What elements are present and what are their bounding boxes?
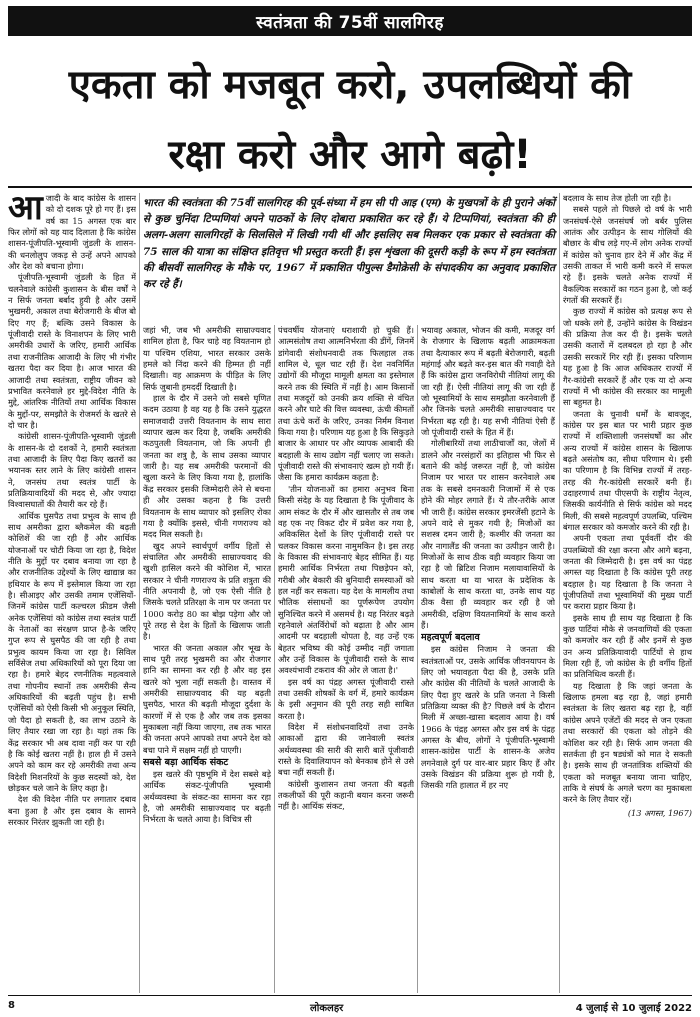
paragraph: पंचवर्षीय योजनाएं धराशायी हो चुकी हैं। आत्मसंतोष तथा आत्मनिर्भरता की डींगें, जिनमें डांगेवादी संशोधनवादी तक फिलहाल तक शामिल थे, धूल चाट रही हैं। देश नवनिर्मित उद्योगों की मौजूदा मामूली क्षमता का इस्तेमाल करने तक की स्थिति में नहीं है। आम किसानों तथा मजदूरों को उनकी क्रय शक्ति से वंचित करने और घाटे की वित्त व्यवस्था, ऊंची कीमतों तथा ऊंचे करों के जरिए, उनका निर्मम विनाश किया गया है। परिणाम यह हुआ है कि सिकुड़ते बाजार के आधार पर और व्यापक आबादी की बदहाली के साथ उद्योग नहीं चलाए जा सकते। पूंजीवादी रास्ते की संभावनाएं खत्म हो गयी हैं। जैसा कि हमारा कार्यक्रम कहता है: — [278, 325, 414, 483]
paragraph: खुद अपने स्वार्थपूर्ण वर्गीय हितों से संचालित और अमरीकी साम्राज्यवाद की खुशी हासिल करने की कोशिश में, भारत सरकार ने चीनी गणराज्य के प्रति शत्रुता की नीति अपनायी है, जो एक ऐसी नीति है जिसके चलते प्रतिरक्षा के नाम पर जनता पर 1000 करोड़ 80 का बोझ पड़ेगा और जो पूरे तरह से देश के हितों के खिलाफ जाती है। — [143, 540, 271, 642]
paragraph: विदेश में संशोधनवादियों तथा उनके आकाओं द्वारा की जानेवाली स्वतंत्र अर्थव्यवस्था की सारी की सारी बातें पूंजीवादी रास्ते के दिवालियापन को बेनकाब होने से उसे बचा नहीं सकती हैं। — [278, 722, 414, 778]
paragraph: हाल के दौर में उसने जो सबसे घृणित कदम उठाया है वह यह है कि उसने युद्धरत समाजवादी उत्तरी वियतनाम के साथ सारा व्यापार खत्म कर दिया है, जबकि अमरीकी कठपुतली वियतनाम, जो कि अपनी ही जनता का शत्रु है, के साथ उसका व्यापार जारी है। यह सब अमरीकी फरमानों की खुला करने के लिए किया गया है, हालांकि केंद्र सरकार इसकी जिम्मेदारी लेने से बचना ही और उसका कहना है कि उत्तरी वियतनाम के साथ व्यापार को इसलिए रोका गया है क्योंकि इससे, चीनी गणराज्य को मदद मिल सकती है। — [143, 393, 271, 540]
paragraph: इसके साथ ही साथ यह दिखाता है कि कुछ पार्टियां मौके से जनवाणियों की एकता को कमजोर कर रही हैं और इनमें से कुछ उन अन्य प्रतिक्रियावादी पार्टियों से हाथ मिला रही हैं, जो कांग्रेस के ही वर्गीय हितों का प्रतिनिधित्व करती हैं। — [563, 612, 692, 680]
section-banner: स्वतंत्रता की 75वीं सालगिरह — [8, 6, 692, 36]
paragraph: कांग्रेसी कुशासन तथा जनता की बढ़ती तकलीफों की पूरी कहानी बयान करना जरूरी नहीं है। आर्थिक संकट, — [278, 778, 414, 812]
column-5 — [563, 193, 692, 993]
issue-date: 4 जुलाई से 10 जुलाई 2022 — [575, 1003, 692, 1014]
paragraph: आर्थिक घुसपैठ तथा प्रभुत्व के साथ ही साथ अमरीका द्वारा ब्लैकमेल की बढ़ती कोशिशें की जा रही हैं और आर्थिक योजनाओं पर चोटी किया जा रहा है, विदेश नीति के मुद्दों पर दबाव बनाया जा रहा है और राजनीतिक उद्देश्यों के लिए खाद्यान्न का हथियार के रूप में इस्तेमाल किया जा रहा है। सीआइए और उसकी तमाम एजेंसियों-जिनमें कांग्रेस पार्टी कल्चरल फ्रीडम जैसी अनेक एजेंसियां को कांग्रेस तथा स्वतंत्र पार्टी के नेताओं का संरक्षण प्राप्त है-के जरिए गुप्त रूप से घुसपैठ की जा रही है तथा प्रभुत्व कायम किया जा रहा है। सिविल सर्विसेज तथा अधिकारियों को पूरा दिया जा रहा है। हमारे बेहद रणनीतिक महत्ववाले तथा गोपनीय स्थानों तक अमरीकी सैन्य अधिकारियों की बढ़ती पहुंच है। सभी एजेंसियों को ऐसी किसी भी अनुकूल स्थिति, जो पैदा हो सकती है, का लाभ उठाने के लिए तैयार रखा जा रहा है। यहां तक कि केंद्र सरकार भी अब दावा नहीं कर पा रही है कि कोई खतरा नहीं है। हाल ही में उसने अपने को काम कर रहे अमरीकी तथा अन्य विदेशी मिशनरियों के कुछ सदस्यों को, देश छोड़कर चले जाने के लिए कहा है। — [8, 510, 136, 793]
paragraph: इस वर्ष का पंद्रह अगस्त पूंजीवादी रास्ते तथा उसकी शोषकों के वर्ग में, हमारे कार्यक्रम के इसी अनुमान की पूरी तरह सही साबित करता है। — [278, 676, 414, 721]
paragraph: इस कांग्रेस निजाम ने जनता की स्वतंत्रताओं पर, उसके आर्थिक जीवनयापन के लिए जो भयावहता पैदा की है, उसके प्रति और कांग्रेस की नीतियों के चलते आजादी के लिए पैदा हुए खतरे के प्रति जनता ने किसी प्रतिक्रिया व्यक्त की है? पिछले वर्ष के दौरान मिली में अच्छा-खासा बदलाव आया है। वर्ष 1966 के पंद्रह अगस्त और इस वर्ष के पंद्रह अगस्त के बीच, लोगों ने पूंजीपति-भूस्वामी शासन-कांग्रेस पार्टी के शासन-के अजेय लगनेवाले दुर्ग पर वार-बार प्रहार किए हैं और उसके विखंडन की प्रक्रिया शुरू हो गयी है, जिसकी गति हालात में हर नए — [421, 644, 555, 791]
column-4 — [421, 325, 555, 993]
paragraph: इस खतरे की पृष्ठभूमि में देश सबसे बड़े आर्थिक संकट-पूंजीपति भूस्वामी अर्थव्यवस्था के संकट-का सामना कर रहा है, जो अमरीकी साम्राज्यवाद पर बढ़ती निर्भरता के चलते आया है। विचित्र सी — [143, 769, 271, 825]
editorial-intro: भारत की स्वतंत्रता की 75वीं सालगिरह की पूर्व-संध्या में हम सी पी आइ (एम) के मुखपत्रों के ही पुराने अंकों से कुछ चुनिंदा टिप्पणियां अपने पाठकों के लिए दोबारा प्रकाशित कर रहे हैं। ये टिप्पणियां, स्वतंत्रता की ही अलग-अलग सालगिरहों के सिलसिले में लिखी गयी थीं और इसलिए सब मिलकर एक प्रकार से स्वतंत्रता की 75 साल की यात्रा का संक्षिप्त इतिवृत्त भी प्रस्तुत करती हैं। इस शृंखला की दूसरी कड़ी के रूप में हम स्वतंत्रता की बीसवीं सालगिरह के मौके पर, 1967 में प्रकाशित पीपुल्स डैमोक्रेसी के संपादकीय का अनुवाद प्रकाशित कर रहे हैं। — [143, 197, 555, 291]
paragraph: कांग्रेसी शासन-पूंजीपति-भूस्वामी जुंडली के शासन-के दो दशकों ने, हमारी स्वतंत्रता तथा आजादी के लिए पैदा किए खतरों का भयानक स्तर लाने के लिए कांग्रेसी शासन ने, जनसंघ तथा स्वतंत्र पार्टी के प्रतिक्रियावादियों की मदद से, और ज्यादा विश्वासघातों की तैयारी कर रहे हैं। — [8, 431, 136, 510]
paragraph: पूंजीपति-भूस्वामी जुंडली के हित में चलनेवाले कांग्रेसी कुशासन के बीस वर्षों ने न सिर्फ जनता बर्बाद हुयी है और उसमें भुखमरी, अकाल तथा बेरोजगारी के बीज बो दिए गए हैं; बल्कि उसने विकास के पूंजीवादी रास्ते के विनाशपन के लिए भारी अमरीकी उधारों के जरिए, हमारी आर्थिक तथा राजनीतिक आजादी के लिए भी गंभीर खतरा पैदा कर दिया है। आज भारत की आजादी तथा स्वतंत्रता, राष्ट्रीय जीवन को प्रभावित करनेवाले हर मुद्दे-विदेश नीति के मुद्दे, आंतरिक नीतियों तथा आर्थिक विकास के मुद्दों-पर, समझौते के रोजमर्रा के खतरे से दो चार है। — [8, 272, 136, 430]
subheading: सबसे बड़ा आर्थिक संकट — [143, 757, 229, 769]
page-number: 8 — [8, 1000, 15, 1011]
column-divider — [417, 325, 418, 993]
paragraph: जनता के चुनावी धर्मों के बावजूद, कांग्रेस पर इस बात पर भारी प्रहार कुछ राज्यों में शक्तिशाली जनसंघर्षों का और अन्य राज्यों में कांग्रेस शासन के खिलाफ बढ़ते असंतोष का, सीधा परिणाम थे। इसी का परिणाम है कि विभिन्न राज्यों में तरह-तरह की गैर-कांग्रेसी सरकारें बनी हैं। उदाहरणार्थ तथा पीएसपी के राष्ट्रीय नेतृत्व, जिसकी कार्यनीति से सिर्फ कांग्रेस को मदद मिली, की सबसे महत्वपूर्ण उपलब्धि, पश्चिम बंगाल सरकार को कमजोर करने की रही है। — [563, 408, 692, 532]
headline-line-1: एकता को मजबूत करो, उपलब्धियों की — [68, 62, 632, 108]
date-signature: (13 अगस्त, 1967) — [627, 807, 692, 818]
footer-rule — [8, 995, 692, 996]
paragraph: 'तीन योजनाओं का हमारा अनुभव बिना किसी संदेह के यह दिखाता है कि पूंजीवाद के आम संकट के दौर में और खासतौर से तब जब वह एक नए विकट दौर में प्रवेश कर गया है, अविकसित देशों के लिए पूंजीवादी रास्ते पर चलकर विकास करना नामुमकिन है। इस तरह के विकास की संभावनाएं बेहद सीमित हैं। यह हमारी आर्थिक निर्भरता तथा पिछड़ेपन को, गरीबी और बेकारी की बुनियादी समस्याओं को हल नहीं कर सकता। यह देश के मामलीय तथा भौतिक संसाधनों का पूर्णरूपेण उपयोग सुनिश्चित करने में असमर्थ है। यह निरंतर बढ़ते रहनेवाले अंतर्विरोधों को बढ़ाता है और आम आदमी पर बदहाली थोपता है, वह उन्हें एक बेहतर भविष्य की कोई उम्मीद नहीं जगाता और उन्हें विकास के पूंजीवादी रास्ते के साथ अवश्यंभावी टकराव की ओर ले जाता है।' — [278, 483, 414, 676]
column-3 — [278, 325, 414, 993]
paragraph: जहां भी, जब भी अमरीकी साम्राज्यवाद शामिल होता है, फिर चाहे वह वियतनाम हो या पश्चिम एशिया, भारत सरकार उसके हमले को निंदा करने की हिम्मत ही नहीं दिखाती। वह आक्रमण के पीड़ित के लिए सिर्फ जुबानी हमदर्दी दिखाती है। — [143, 325, 271, 392]
lead-paragraph: आजादी के बाद कांग्रेस के शासन को दो दशक पूरे हो गए हैं। इस वर्ष का 15 अगस्त एक बार फिर लोगों को यह याद दिलाता है कि कांग्रेस शासन-पूंजीपति-भूस्वामी जुंडली के शासन-की धनलोलुप जकड़ से उन्हें अपने आपको और देश को बचाना होगा। — [8, 193, 136, 272]
subheading: महत्वपूर्ण बदलाव — [421, 632, 480, 644]
drop-cap: आ — [8, 193, 43, 228]
column-divider — [274, 325, 275, 993]
paragraph: अपनी एकता तथा पूर्ववर्ती दौर की उपलब्धियों की रक्षा करना और आगे बढ़ना, जनता की जिम्मेदारी है। इस वर्ष का पंद्रह अगस्त यह दिखाता है कि कांग्रेस पूरी तरह बदहाल है। यह दिखाता है कि जनता ने पूंजीपतियों तथा भूस्वामियों की मुख्य पार्टी पर करारा प्रहार किया है। — [563, 533, 692, 612]
column-divider — [559, 193, 560, 993]
paragraph: भयावह अकाल, भोजन की कमी, मजदूर वर्ग के रोजगार के खिलाफ बढ़ती आक्रामकता तथा दैत्याकार रूप में बढ़ती बेरोजगारी, बढ़ती महंगाई और बढ़ते कर-इस बात की गवाही देते हैं कि कांग्रेस द्वारा जनविरोधी नीतियां लागू की जा रही हैं। ऐसी नीतियां लागू की जा रही हैं जो भूस्वामियों के साथ समझौता करनेवाली हैं और जिनके चलते अमरीकी साम्राज्यवाद पर निर्भरता बढ़ रही है। यह सभी नीतियां ऐसी हैं जो पूंजीवादी रास्ते के हित में हैं। — [421, 325, 555, 438]
paragraph: बदलाव के साथ तेज होती जा रही है। — [563, 193, 672, 203]
paragraph: देश की विदेश नीति पर लगातार दबाव बना हुआ है और इस दबाव के सामने सरकार निरंतर झुकती जा रही है। — [8, 794, 136, 827]
newspaper-name: लोकलहर — [310, 1003, 344, 1014]
column-1 — [8, 193, 136, 993]
column-divider — [139, 193, 140, 993]
paragraph: भारत की जनता अकाल और भूख के साथ पूरी तरह भुखमरी का और रोजगार हानि का सामना कर रही है और वह इस खतरे को भुला नहीं सकती है। वास्तव में अमरीकी साम्राज्यवाद की यह बढ़ती घुसपैठ, भारत की बढ़ती मौजूदा दुर्दशा के कारणों में से एक है और जब तक इसका मुकाबला नहीं किया जाएगा, तब तक भारत की जनता अपने आपको तथा अपने देश को बचा पाने में सक्षम नहीं हो पाएगी। — [143, 642, 271, 755]
paragraph: सबसे पहले तो पिछले दो वर्ष के भारी जनसंघर्ष-ऐसे जनसंघर्ष जो बर्बर पुलिस आतंक और उत्पीड़न के साथ गोलियों की बौछार के बीच लड़े गए-में लोग अनेक राज्यों में कांग्रेस को चुनाव हार देने में और केंद्र में उसकी ताकत में भारी कमी करने में सफल रहे हैं। इसके चलते अनेक राज्यों में वैकल्पिक सरकारों का गठन हुआ है, जो कई रंगतों की सरकारें हैं। — [563, 204, 692, 306]
headline-rule — [8, 186, 692, 188]
paragraph: गोलीबारियों तथा लाठीचार्जों का, जेलों में डालने और नरसंहारों का इतिहास भी फिर से बताने की कोई जरूरत नहीं है, जो कांग्रेस निजाम पर भारत पर शासन करनेवाले अब तक के सबसे दमनकारी निजामों में से एक होने की मोहर लगाते हैं। ये तौर-तरीके आज भी जारी हैं। कांग्रेस सरकार इमरजेंसी हटाने के अपने वादे से मुकर गयी है; मिजोओं का सशस्त्र दमन जारी है; कश्मीर की जनता का और नागालैंड की जनता का उत्पीड़न जारी है। मिजोओं के साथ ठीक वही व्यवहार किया जा रहा है जो ब्रिटिश निजाम मलायावासियों के साथ करता था या भारत के प्रदेशिक के काबोलों के साथ करता था, उनके साथ यह ठीक वैसा ही व्यवहार कर रही है जो अमरीकी, दक्षिण वियतनामियों के साथ करते हैं। — [421, 438, 555, 630]
paragraph: कुछ राज्यों में कांग्रेस को प्रत्यक्ष रूप से जो धक्के लगे हैं, उन्होंने कांग्रेस के विखंडन की प्रक्रिया तेज कर दी है। इसके चलते उसकी कतारों में दलबदल हो रहा है और उसकी सरकारें गिर रही हैं। इसका परिणाम यह हुआ है कि आज अधिकतर राज्यों में गैर-कांग्रेसी सरकारें हैं और एक या दो अन्य राज्यों में भी कांग्रेस की सरकार का मामूली सा बहुमत है। — [563, 306, 692, 408]
headline-line-2: रक्षा करो और आगे बढ़ो! — [168, 132, 532, 178]
column-2 — [143, 325, 271, 993]
headline — [8, 50, 692, 190]
paragraph: यह दिखाता है कि जहां जनता के खिलाफ हमला बढ़ रहा है, जहां हमारी स्वतंत्रता के लिए खतरा बढ़ रहा है, वहीं कांग्रेस अपने एजेंटों की मदद से जन एकता तथा सरकारों की एकता को तोड़ने की कोशिश कर रही है। सिर्फ आम जनता की सतर्कता ही इन षड्यंत्रों को मात दे सकती है। इसके साथ ही जनतांत्रिक शक्तियों की एकता को मजबूत बनाया जाना चाहिए, ताकि वे संघर्ष के अगले चरण का मुकाबला करने के लिए तैयार रहें। — [563, 680, 692, 805]
